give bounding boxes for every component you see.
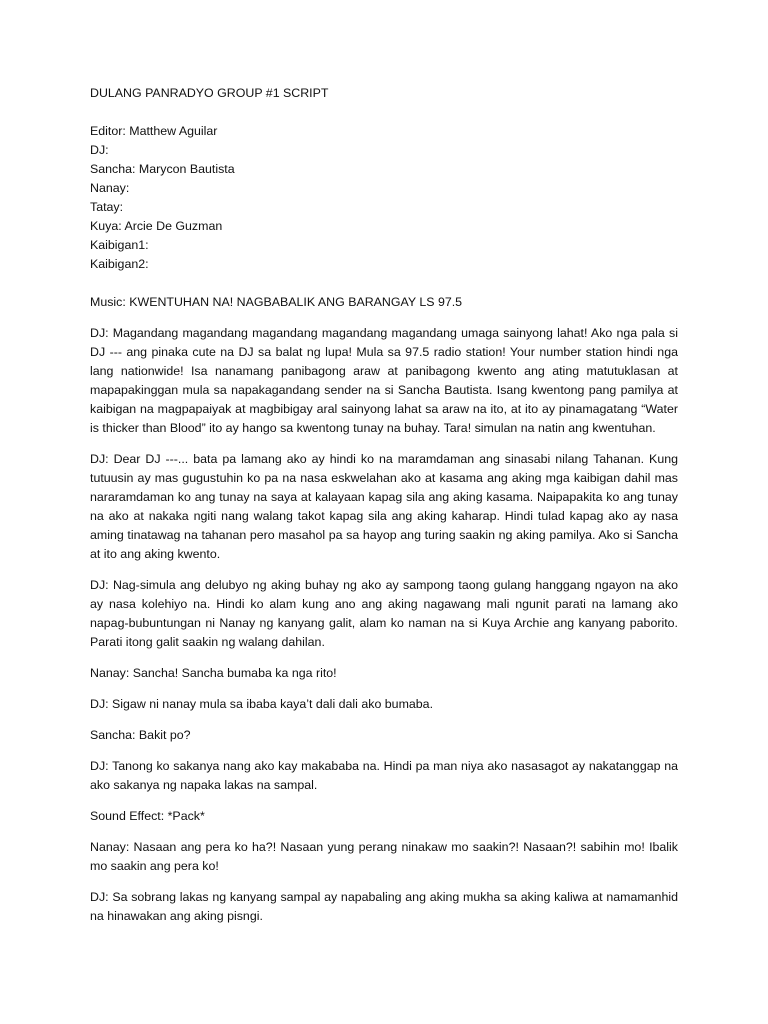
music-cue: Music: KWENTUHAN NA! NAGBABALIK ANG BARANGAY LS 97.5 xyxy=(90,295,463,309)
cast-kaibigan2: Kaibigan2: xyxy=(90,257,149,271)
script-paragraph: DJ: Magandang magandang magandang magandang magandang umaga sainyong lahat! Ako nga pala si DJ --- ang pinaka cute na DJ sa balat ng lupa! Mula sa 97.5 radio station! Your number station hindi nga lang nationwide! Isa nanamang panibagong araw at panibagong kwento ang ating matutuklasan at mapapakinggan mula sa napakagandang sender na si Sancha Bautista. Isang kwentong pang pamilya at kaibigan na magpapaiyak at magbibigay aral sainyong lahat sa araw na ito, at ito ay pinamagatang “Water is thicker than Blood” ito ay hango sa kwentong tunay na buhay. Tara! simulan na natin ang kwentuhan. xyxy=(90,326,678,435)
sound-effect-cue: Sound Effect: *Pack* xyxy=(90,809,205,823)
cast-list xyxy=(90,122,678,274)
script-line: Sancha: Bakit po? xyxy=(90,728,191,742)
cast-kaibigan1: Kaibigan1: xyxy=(90,238,149,252)
cast-tatay: Tatay: xyxy=(90,200,124,214)
cast-sancha: Sancha: Marycon Bautista xyxy=(90,162,235,176)
document-title: DULANG PANRADYO GROUP #1 SCRIPT xyxy=(90,86,329,100)
script-paragraph: DJ: Nag-simula ang delubyo ng aking buhay ng ako ay sampong taong gulang hanggang ngayon na ako ay nasa kolehiyo na. Hindi ko alam kung ano ang aking nagawang mali ngunit parati na lamang ako napag-bubuntungan ni Nanay ng kanyang galit, alam ko naman na si Kuya Archie ang kanyang paborito. Parati itong galit saakin ng walang dahilan. xyxy=(90,578,678,649)
script-page xyxy=(90,84,678,938)
cast-dj: DJ: xyxy=(90,143,109,157)
script-paragraph: DJ: Dear DJ ---... bata pa lamang ako ay hindi ko na maramdaman ang sinasabi nilang Tahanan. Kung tutuusin ay mas gugustuhin ko pa na nasa eskwelahan ako at kasama ang aking mga kaibigan dahil mas nararamdaman ko ang tunay na saya at kalayaan kapag sila ang aking kasama. Naipapakita ko ang tunay na ako at nakaka ngiti nang walang takot kapag sila ang aking kaharap. Hindi tulad kapag ako ay nasa aming tinatawag na tahanan pero masahol pa sa hayop ang turing saakin ng aking pamilya. Ako si Sancha at ito ang aking kwento. xyxy=(90,452,678,561)
cast-kuya: Kuya: Arcie De Guzman xyxy=(90,219,223,233)
cast-nanay: Nanay: xyxy=(90,181,130,195)
script-paragraph: DJ: Sa sobrang lakas ng kanyang sampal ay napabaling ang aking mukha sa aking kaliwa at namamanhid na hinawakan ang aking pisngi. xyxy=(90,890,678,923)
cast-editor: Editor: Matthew Aguilar xyxy=(90,124,218,138)
script-paragraph: Nanay: Nasaan ang pera ko ha?! Nasaan yung perang ninakaw mo saakin?! Nasaan?! sabihin mo! Ibalik mo saakin ang pera ko! xyxy=(90,840,678,873)
script-line: Nanay: Sancha! Sancha bumaba ka nga rito! xyxy=(90,666,337,680)
script-paragraph: DJ: Tanong ko sakanya nang ako kay makababa na. Hindi pa man niya ako nasasagot ay nakatanggap na ako sakanya ng napaka lakas na sampal. xyxy=(90,759,678,792)
script-line: DJ: Sigaw ni nanay mula sa ibaba kaya’t dali dali ako bumaba. xyxy=(90,697,434,711)
